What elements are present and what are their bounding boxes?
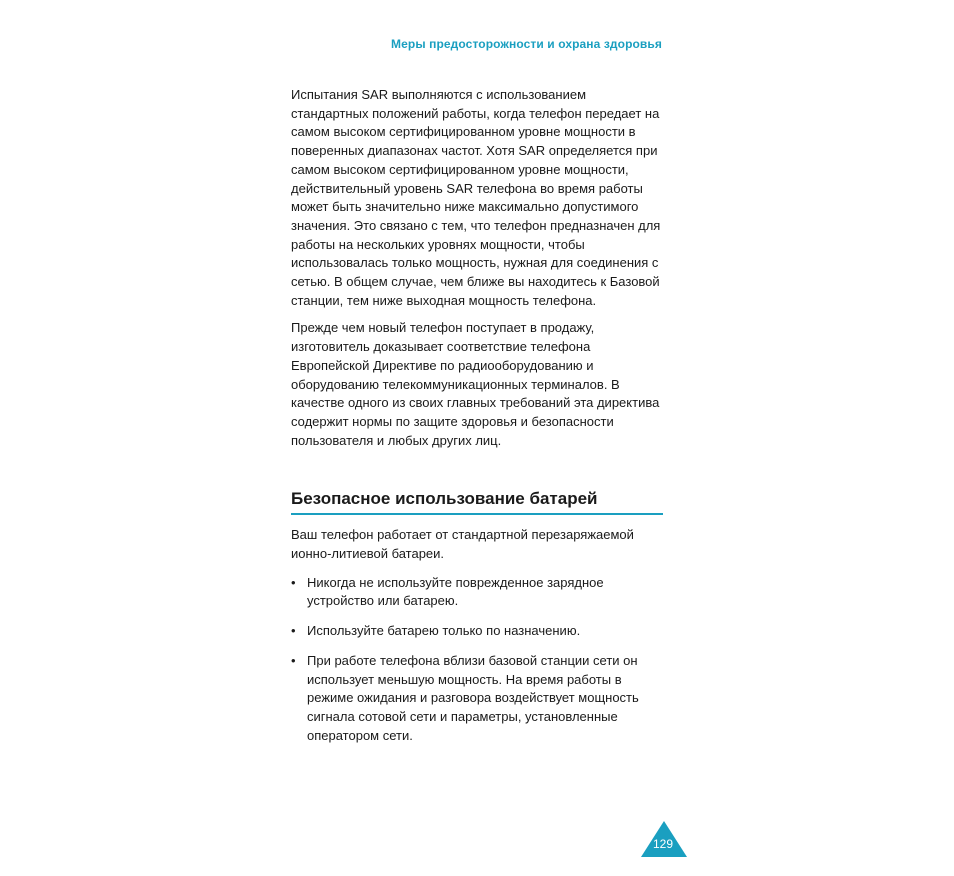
- page-number: 129: [652, 837, 674, 851]
- list-item: [291, 574, 663, 611]
- bullet-marker: •: [291, 652, 296, 668]
- page-number-badge: [640, 821, 688, 858]
- list-item: [291, 652, 663, 746]
- body-paragraph-directive: Прежде чем новый телефон поступает в продажу, изготовитель доказывает соответствие телефона Европейской Директиве по радиооборудованию и оборудованию телекоммуникационных терминалов. В качестве одного из своих главных требований эта директива содержит нормы по защите здоровья и безопасности пользователя и любых других лиц.: [291, 320, 660, 448]
- body-paragraph-sar: Испытания SAR выполняются с использованием стандартных положений работы, когда телефон передает на самом высоком сертифицированном уровне мощности в поверенных диапазонах частот. Хотя SAR определяется при самом высоком сертифицированном уровне мощности, действительный уровень SAR телефона во время работы может быть значительно ниже максимально допустимого значения. Это связано с тем, что телефон предназначен для работы на нескольких уровнях мощности, чтобы использовалась только мощность, нужная для соединения с сетью. В общем случае, чем ближе вы находитесь к Базовой станции, тем ниже выходная мощность телефона.: [291, 87, 661, 308]
- list-item-text: При работе телефона вблизи базовой станции сети он использует меньшую мощность. На время работы в режиме ожидания и разговора воздействует мощность сигнала сотовой сети и параметры, установленные оператором сети.: [307, 652, 639, 743]
- bullet-list: [291, 574, 663, 746]
- list-item-text: Никогда не используйте поврежденное зарядное устройство или батарею.: [307, 574, 604, 609]
- list-item: [291, 622, 663, 641]
- bullet-marker: •: [291, 574, 296, 590]
- bullet-marker: •: [291, 623, 296, 639]
- running-header: Меры предосторожности и охрана здоровья: [391, 37, 662, 51]
- section-heading: Безопасное использование батарей: [291, 488, 663, 515]
- section-intro: Ваш телефон работает от стандартной перезаряжаемой ионно-литиевой батареи.: [291, 527, 634, 562]
- list-item-text: Используйте батарею только по назначению.: [307, 623, 581, 639]
- page-content: [291, 86, 663, 756]
